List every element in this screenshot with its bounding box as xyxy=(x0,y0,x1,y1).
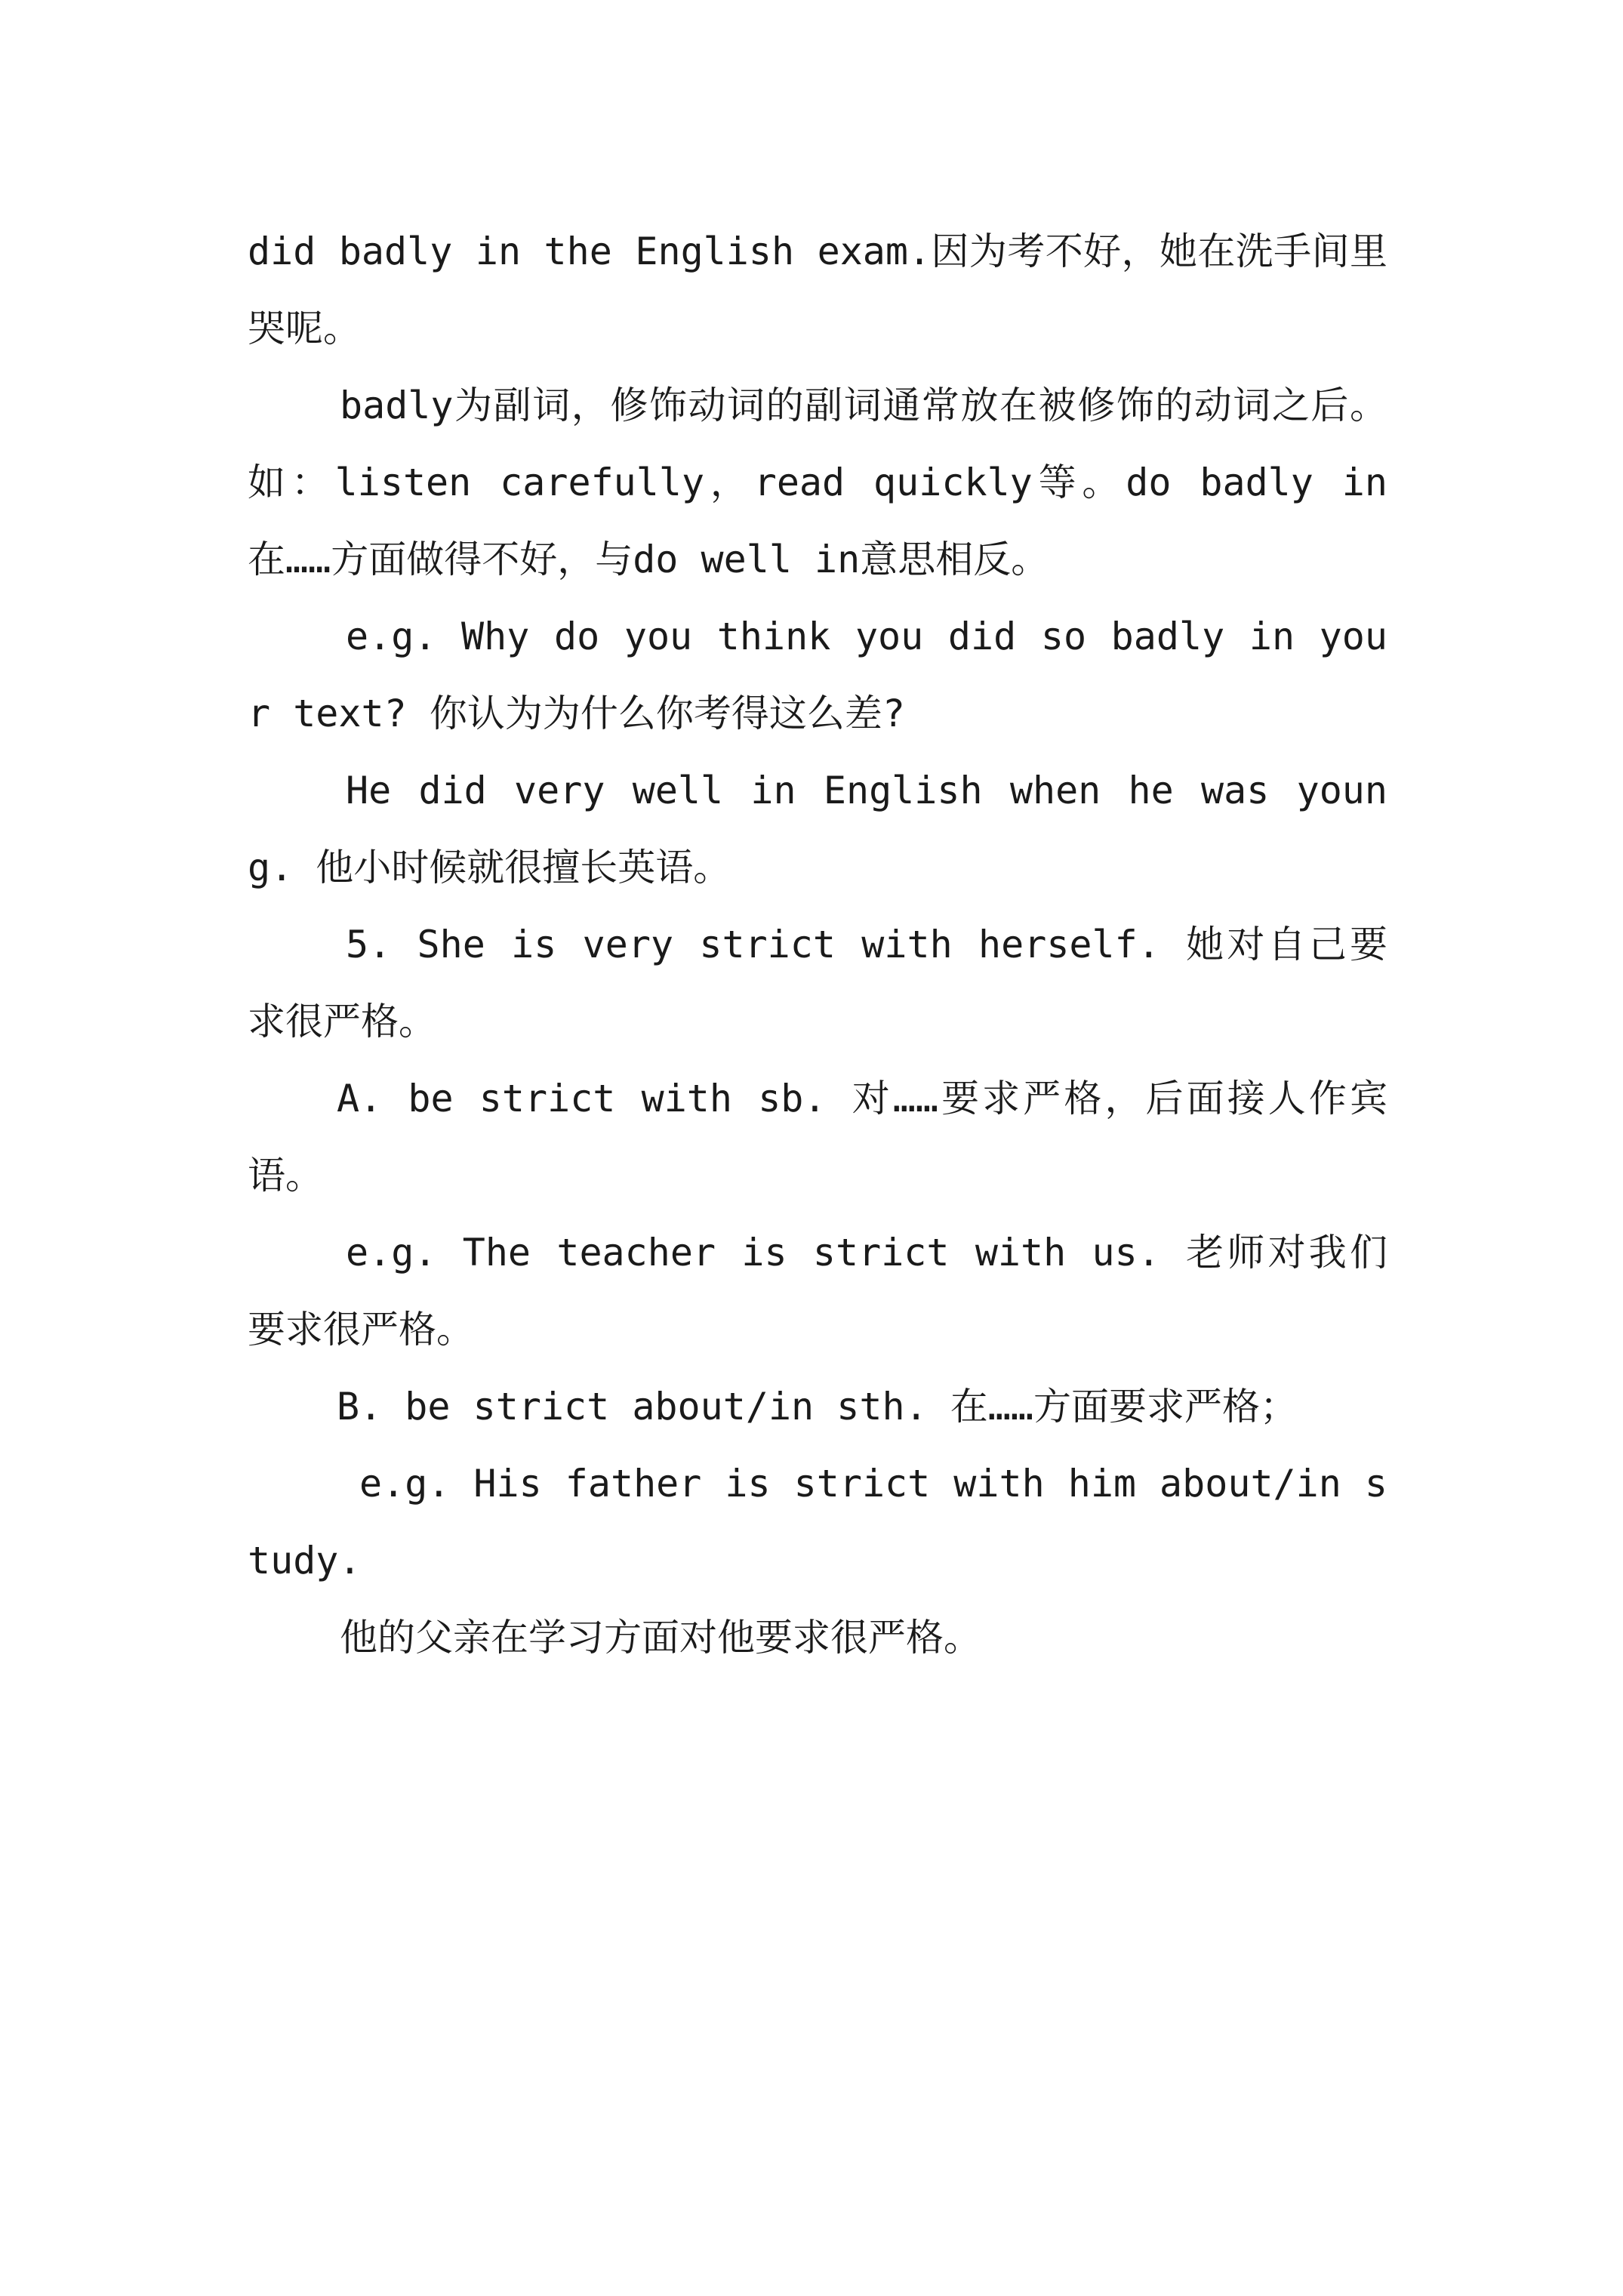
paragraph-exam-example: did badly in the English exam.因为考不好，她在洗手间里哭呢。 xyxy=(248,230,1387,350)
paragraph-example-teacher: e.g. The teacher is strict with us. 老师对我们要求很严格。 xyxy=(248,1231,1387,1351)
document-body xyxy=(248,213,1387,1676)
paragraph-point-5: 5. She is very strict with herself. 她对自己要求很严格。 xyxy=(248,923,1387,1043)
paragraph-example-father: e.g. His father is strict with him about/in study. xyxy=(248,1462,1387,1583)
paragraph-father-translation: 他的父亲在学习方面对他要求很严格。 xyxy=(340,1616,981,1660)
paragraph-point-a: A. be strict with sb. 对……要求严格，后面接人作宾语。 xyxy=(248,1077,1387,1197)
paragraph-example-well: He did very well in English when he was young. 他小时候就很擅长英语。 xyxy=(248,769,1387,889)
paragraph-badly-explanation: badly为副词，修饰动词的副词通常放在被修饰的动词之后。如：listen carefully，read quickly等。do badly in 在……方面做得不好，与do well in意思相反。 xyxy=(248,384,1387,581)
paragraph-point-b: B. be strict about/in sth. 在……方面要求严格； xyxy=(337,1385,1298,1428)
paragraph-example-why: e.g. Why do you think you did so badly in your text? 你认为为什么你考得这么差? xyxy=(248,615,1387,735)
